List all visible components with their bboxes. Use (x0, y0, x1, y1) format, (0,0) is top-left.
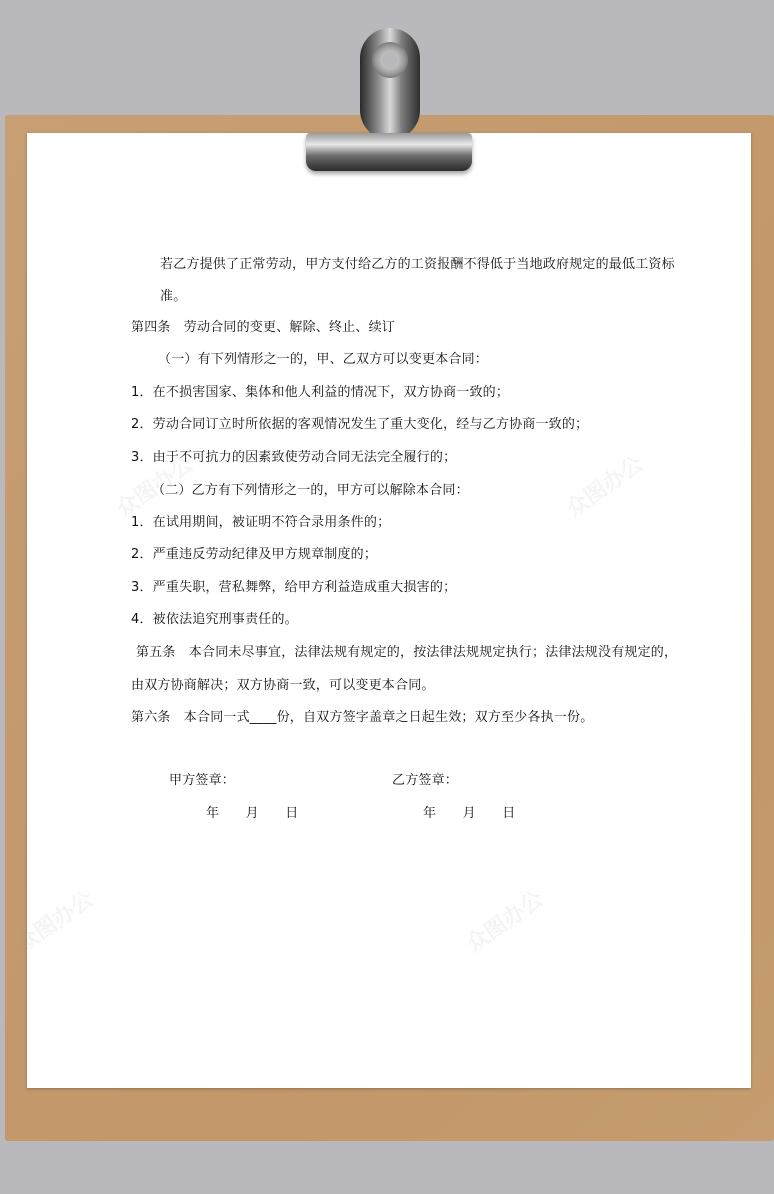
list-item: 2．劳动合同订立时所依据的客观情况发生了重大变化，经与乙方协商一致的； (131, 417, 589, 432)
article-heading: 第四条 劳动合同的变更、解除、终止、续订 (131, 320, 396, 335)
section-heading: （一）有下列情形之一的，甲、乙双方可以变更本合同： (158, 352, 489, 367)
list-item: 1．在不损害国家、集体和他人利益的情况下，双方协商一致的； (131, 385, 510, 400)
binder-clip (298, 28, 478, 178)
list-item: 2．严重违反劳动纪律及甲方规章制度的； (131, 547, 378, 562)
watermark: 众图办公 (111, 451, 199, 523)
article-heading: 第五条 本合同未尽事宜，法律法规有规定的，按法律法规规定执行；法律法规没有规定的， (136, 645, 678, 660)
list-item: 4．被依法追究刑事责任的。 (131, 612, 298, 627)
watermark: 众图办公 (461, 886, 549, 958)
paragraph-line: 准。 (160, 289, 187, 304)
article-heading: 第六条 本合同一式____份，自双方签字盖章之日起生效；双方至少各执一份。 (131, 710, 594, 725)
party-b-date: 年 月 日 (423, 806, 516, 821)
list-item: 3．严重失职，营私舞弊，给甲方利益造成重大损害的； (131, 580, 457, 595)
paper-sheet (27, 133, 751, 1088)
watermark: 众图办公 (11, 886, 99, 958)
list-item: 1．在试用期间，被证明不符合录用条件的； (131, 515, 391, 530)
list-item: 3．由于不可抗力的因素致使劳动合同无法完全履行的； (131, 450, 457, 465)
watermark: 众图办公 (561, 451, 649, 523)
party-b-signature-label: 乙方签章： (392, 773, 459, 788)
paragraph-line: 由双方协商解决；双方协商一致，可以变更本合同。 (131, 678, 435, 693)
party-a-signature-label: 甲方签章： (169, 773, 236, 788)
paragraph-line: 若乙方提供了正常劳动，甲方支付给乙方的工资报酬不得低于当地政府规定的最低工资标 (160, 257, 675, 272)
section-heading: （二）乙方有下列情形之一的，甲方可以解除本合同： (152, 483, 469, 498)
party-a-date: 年 月 日 (206, 806, 299, 821)
